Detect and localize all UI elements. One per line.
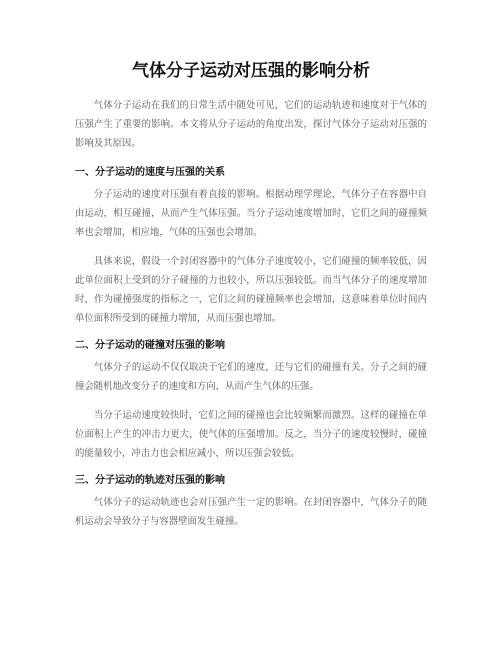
document-title: 气体分子运动对压强的影响分析 <box>132 61 370 81</box>
section-3-paragraph-1: 气体分子的运动轨迹也会对压强产生一定的影响。在封闭容器中，气体分子的随机运动会导致分子与容器壁面发生碰撞。 <box>75 497 427 527</box>
section-2-paragraph-1: 气体分子的运动不仅仅取决于它们的速度，还与它们的碰撞有关。分子之间的碰撞会随机地改变分子的速度和方向，从而产生气体的压强。 <box>75 362 427 392</box>
section-heading-2: 二、分子运动的碰撞对压强的影响 <box>75 340 225 351</box>
section-1-paragraph-1: 分子运动的速度对压强有着直接的影响。根据动理学理论，气体分子在容器中自由运动，相互碰撞，从而产生气体压强。当分子运动速度增加时，它们之间的碰撞频率也会增加，相应地，气体的压强也会增加。 <box>75 189 427 238</box>
section-2-paragraph-2: 当分子运动速度较快时，它们之间的碰撞也会比较频繁而激烈。这样的碰撞在单位面积上产生的冲击力更大，使气体的压强增加。反之，当分子的速度较慢时，碰撞的能量较小，冲击力也会相应减小，所以压强会较低。 <box>75 410 427 459</box>
intro-paragraph: 气体分子运动在我们的日常生活中随处可见，它们的运动轨迹和速度对于气体的压强产生了重要的影响。本文将从分子运动的角度出发，探讨气体分子运动对压强的影响及其原因。 <box>75 100 427 149</box>
section-1-paragraph-2: 具体来说，假设一个封闭容器中的气体分子速度较小，它们碰撞的频率较低，因此单位面积上受到的分子碰撞的力也较小，所以压强较低。而当气体分子的速度增加时，作为碰撞强度的指标之一，它们之间的碰撞频率也会增加，这意味着单位时间内单位面积所受到的碰撞力增加，从而压强也增加。 <box>75 256 427 324</box>
section-heading-1: 一、分子运动的速度与压强的关系 <box>75 167 225 178</box>
section-heading-3: 三、分子运动的轨迹对压强的影响 <box>75 475 225 486</box>
